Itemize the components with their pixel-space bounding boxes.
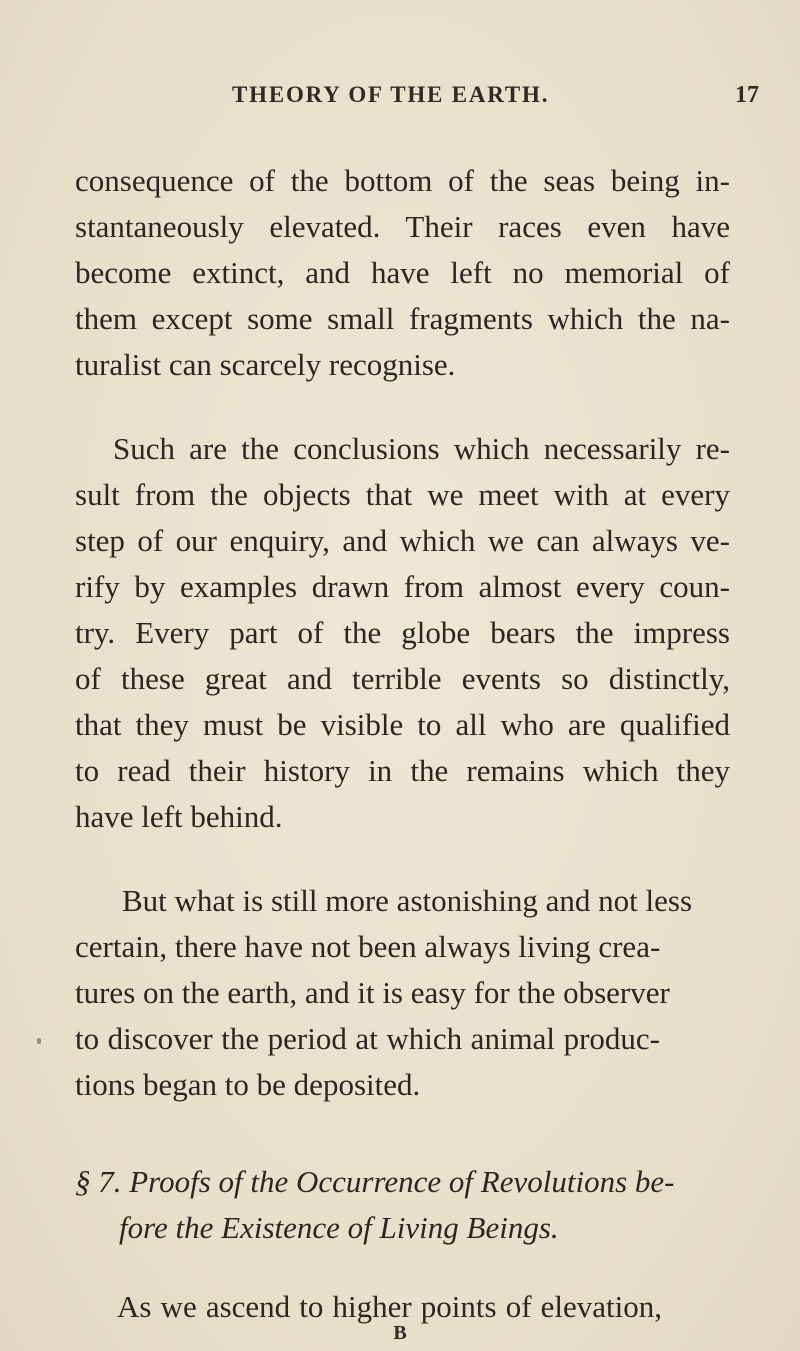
page-header [0, 82, 800, 118]
text-line: of these great and terrible events so distinctly, [75, 661, 730, 696]
running-head: THEORY OF THE EARTH. [232, 82, 550, 107]
text-line: tures on the earth, and it is easy for the observer [75, 975, 670, 1010]
text-line: As we ascend to higher points of elevation, [117, 1289, 662, 1324]
section-heading-line: fore the Existence of Living Beings. [119, 1210, 559, 1245]
signature-mark: B [393, 1322, 407, 1344]
text-line: rify by examples drawn from almost every coun- [75, 569, 730, 604]
text-line: certain, there have not been always living crea- [75, 929, 661, 964]
text-line: become extinct, and have left no memorial of [75, 255, 730, 290]
page-number: 17 [735, 82, 759, 108]
text-line: Such are the conclusions which necessarily re- [113, 431, 730, 466]
text-line: step of our enquiry, and which we can always ve- [75, 523, 730, 558]
text-line: to read their history in the remains which they [75, 753, 730, 788]
text-line: consequence of the bottom of the seas being in- [75, 163, 730, 198]
text-line: them except some small fragments which the na- [75, 301, 730, 336]
text-line: But what is still more astonishing and not less [122, 883, 693, 918]
text-line: have left behind. [75, 799, 283, 834]
text-line: turalist can scarcely recognise. [75, 347, 456, 382]
text-line: to discover the period at which animal produc- [75, 1021, 660, 1056]
ink-speck [37, 1038, 41, 1044]
text-line: that they must be visible to all who are qualified [75, 707, 730, 742]
section-heading-line: § 7. Proofs of the Occurrence of Revolutions be- [75, 1164, 675, 1199]
text-line: tions began to be deposited. [75, 1067, 421, 1102]
text-line: stantaneously elevated. Their races even have [75, 209, 730, 244]
text-line: try. Every part of the globe bears the impress [75, 615, 730, 650]
text-line: sult from the objects that we meet with at every [75, 477, 730, 512]
